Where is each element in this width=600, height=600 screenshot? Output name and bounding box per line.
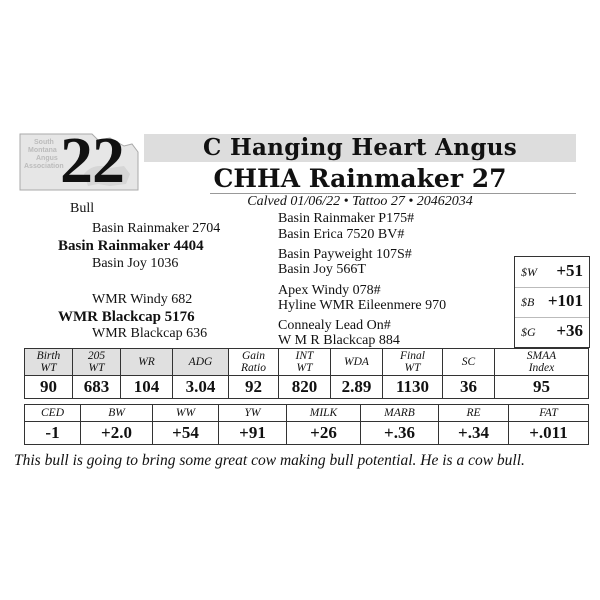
epd-value-row xyxy=(25,422,589,445)
performance-header-row xyxy=(25,349,589,376)
epd-value: +.36 xyxy=(361,422,439,445)
dam: WMR Blackcap 5176 xyxy=(58,309,195,325)
sire-dam: Basin Joy 1036 xyxy=(92,256,179,271)
animal-name: CHHA Rainmaker 27 xyxy=(213,164,507,193)
epd-header: MILK xyxy=(287,405,361,422)
epd-header: FAT xyxy=(509,405,589,422)
perf-value: 95 xyxy=(495,376,589,399)
epd-table xyxy=(24,404,589,445)
epd-value: +.34 xyxy=(439,422,509,445)
dam-sire: WMR Windy 682 xyxy=(92,292,193,307)
perf-value: 90 xyxy=(25,376,73,399)
svg-text:South: South xyxy=(34,139,54,146)
perf-header: ADG xyxy=(173,349,229,376)
perf-header: SMAA Index xyxy=(495,349,589,376)
svg-text:Association: Association xyxy=(24,163,64,170)
sire: Basin Rainmaker 4404 xyxy=(58,238,204,254)
epd-value: +2.0 xyxy=(81,422,153,445)
sire-dam-dam: Basin Joy 566T xyxy=(278,262,366,277)
svg-text:Montana: Montana xyxy=(28,147,57,154)
animal-type: Bull xyxy=(70,201,95,216)
performance-value-row xyxy=(25,376,589,399)
perf-header: 205 WT xyxy=(73,349,121,376)
perf-header: WR xyxy=(121,349,173,376)
calved-tattoo-reg: Calved 01/06/22 • Tattoo 27 • 20462034 xyxy=(247,194,473,209)
index-value: +36 xyxy=(556,321,583,340)
performance-table xyxy=(24,348,589,399)
epd-value: -1 xyxy=(25,422,81,445)
perf-header: WDA xyxy=(331,349,383,376)
svg-text:Angus: Angus xyxy=(36,155,58,162)
sire-dam-sire: Basin Payweight 107S# xyxy=(278,247,412,262)
epd-header: YW xyxy=(219,405,287,422)
epd-header-row xyxy=(25,405,589,422)
index-label: $W xyxy=(521,265,537,279)
index-row xyxy=(515,257,589,288)
perf-header: SC xyxy=(443,349,495,376)
epd-header: WW xyxy=(153,405,219,422)
epd-header: RE xyxy=(439,405,509,422)
perf-value: 2.89 xyxy=(331,376,383,399)
dam-dam: WMR Blackcap 636 xyxy=(92,326,208,341)
epd-value: +26 xyxy=(287,422,361,445)
sire-sire: Basin Rainmaker 2704 xyxy=(92,221,221,236)
perf-value: 104 xyxy=(121,376,173,399)
perf-value: 92 xyxy=(229,376,279,399)
sire-sire-sire: Basin Rainmaker P175# xyxy=(278,211,415,226)
dam-sire-sire: Apex Windy 078# xyxy=(278,283,381,298)
perf-value: 36 xyxy=(443,376,495,399)
perf-value: 3.04 xyxy=(173,376,229,399)
epd-value: +54 xyxy=(153,422,219,445)
sire-sire-dam: Basin Erica 7520 BV# xyxy=(278,227,405,242)
perf-header: INT WT xyxy=(279,349,331,376)
dam-dam-dam: W M R Blackcap 884 xyxy=(278,333,400,348)
perf-header: Birth WT xyxy=(25,349,73,376)
epd-value: +.011 xyxy=(509,422,589,445)
index-label: $B xyxy=(521,295,535,309)
perf-value: 1130 xyxy=(383,376,443,399)
perf-value: 683 xyxy=(73,376,121,399)
epd-header: BW xyxy=(81,405,153,422)
perf-header: Final WT xyxy=(383,349,443,376)
index-row xyxy=(515,287,589,318)
index-value: +101 xyxy=(547,291,583,310)
index-label: $G xyxy=(521,325,536,339)
dollar-index-box xyxy=(514,256,590,348)
perf-value: 820 xyxy=(279,376,331,399)
index-value: +51 xyxy=(556,261,583,280)
lot-number: 22 xyxy=(60,124,124,197)
epd-header: MARB xyxy=(361,405,439,422)
epd-header: CED xyxy=(25,405,81,422)
sale-comment: This bull is going to bring some great cow making bull potential. He is a cow bull. xyxy=(14,452,525,469)
dam-sire-dam: Hyline WMR Eileenmere 970 xyxy=(278,298,447,313)
index-row xyxy=(515,317,589,347)
breeder-name: C Hanging Heart Angus xyxy=(203,134,517,161)
epd-value: +91 xyxy=(219,422,287,445)
perf-header: Gain Ratio xyxy=(229,349,279,376)
dam-dam-sire: Connealy Lead On# xyxy=(278,318,391,333)
